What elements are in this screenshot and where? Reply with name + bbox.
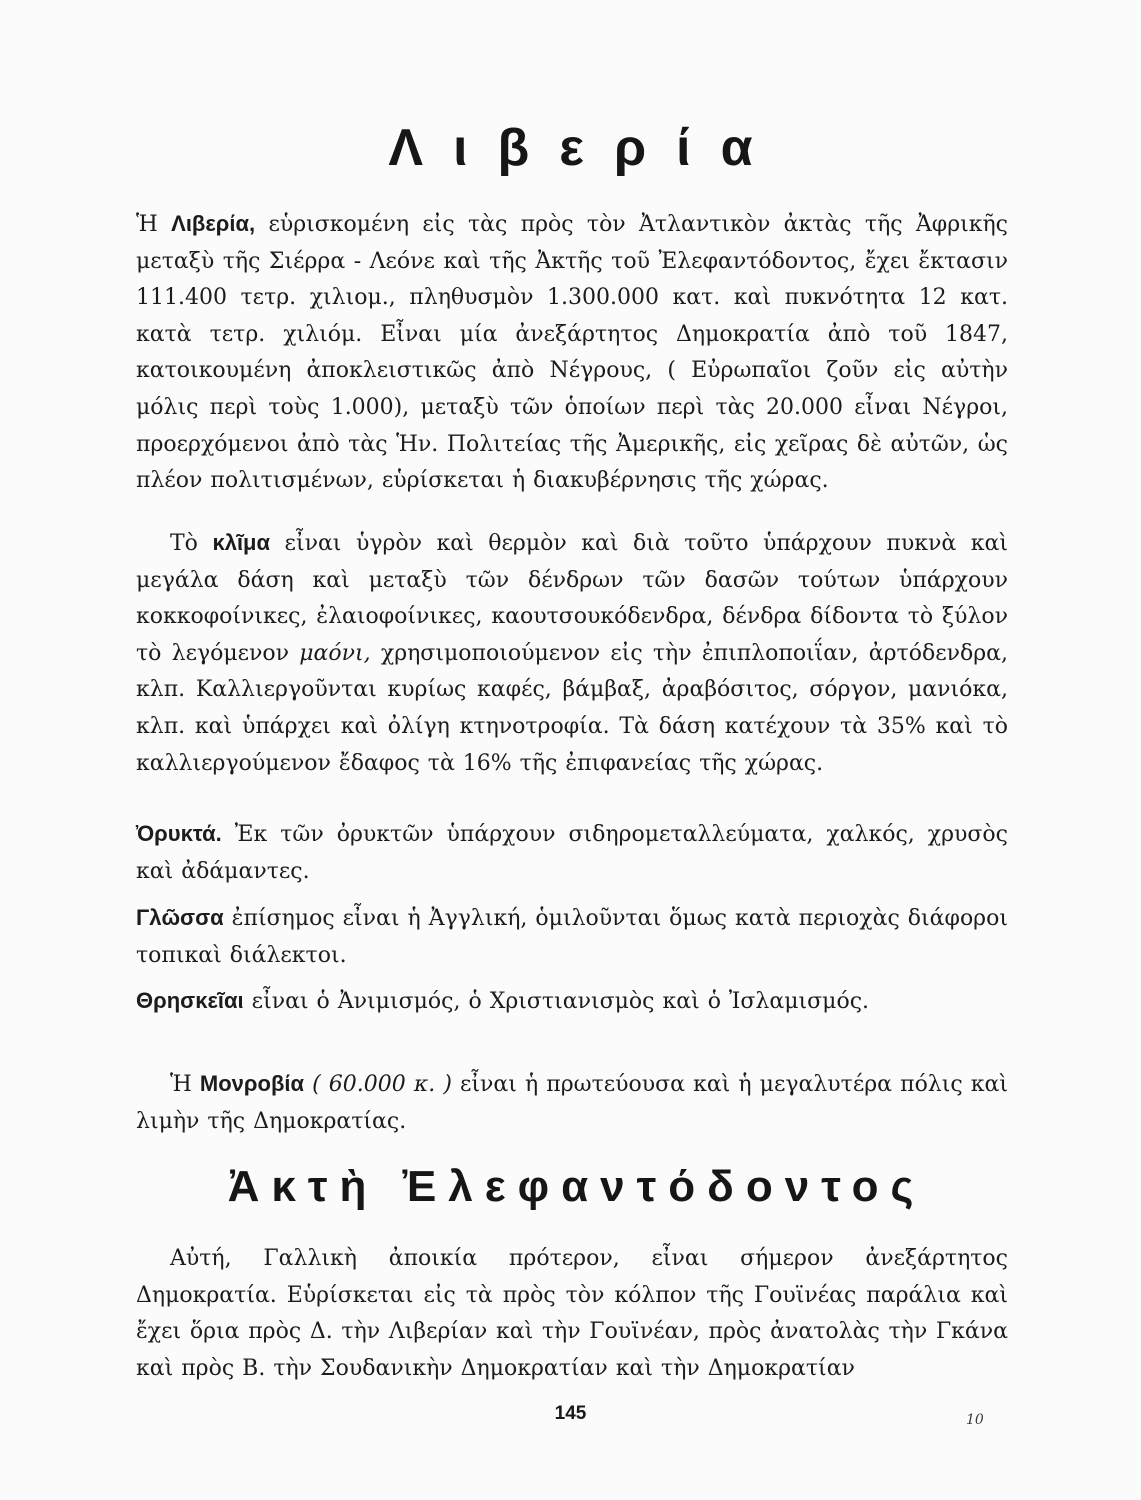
monrovia-population: ( 60.000 κ. ) xyxy=(304,1072,452,1097)
term-monrovia: Μονροβία xyxy=(199,1071,305,1096)
paragraph-lead: Ἡ xyxy=(136,212,172,237)
term-mahogany: μαόνι, xyxy=(299,640,371,666)
paragraph-language xyxy=(136,900,1008,974)
section-title-ivory-coast: Ἀκτὴ Ἐλεφαντόδοντος xyxy=(227,1162,926,1211)
paragraph-text: εἶναι ὑγρὸν καὶ θερμὸν καὶ διὰ τοῦτο ὑπάρχουν πυκνὰ καὶ μεγάλα δάση καὶ μεταξὺ τῶν δένδρων τῶν δασῶν τούτων ὑπάρχουν κοκκοφοίνικες, ἐλαιοφοίνικες, καουτσουκόδενδρα, δένδρα δίδοντα τὸ ξύλον τὸ λεγόμενον xyxy=(136,531,1008,666)
term-minerals: Ὀρυκτά. xyxy=(136,821,222,846)
paragraph-text: ἐπίσημος εἶναι ἡ Ἀγγλική, ὁμιλοῦνται ὅμως κατὰ περιοχὰς διάφοροι τοπικαὶ διάλεκτοι. xyxy=(136,906,1008,968)
term-liberia: Λιβερία, xyxy=(171,211,256,236)
paragraph-ivory-coast-intro xyxy=(136,1241,1008,1387)
paragraph-liberia-intro xyxy=(136,206,1008,500)
paragraph-text: Ἐκ τῶν ὀρυκτῶν ὑπάρχουν σιδηρομεταλλεύματα, χαλκός, χρυσὸς καὶ ἀδάμαντες. xyxy=(136,822,1008,884)
term-religions: Θρησκεῖαι xyxy=(136,988,244,1013)
page-number: 145 xyxy=(554,1403,587,1424)
term-climate: κλῖμα xyxy=(212,530,271,555)
paragraph-lead: Ἡ xyxy=(170,1072,200,1097)
signature-mark: 10 xyxy=(966,1412,984,1428)
paragraph-climate xyxy=(136,525,1008,782)
paragraph-lead: Τὸ xyxy=(170,531,213,556)
paragraph-text: Αὐτή, Γαλλικὴ ἀποικία πρότερον, εἶναι σήμερον ἀνεξάρτητος Δημοκρατία. Εὑρίσκεται εἰς τὰ πρὸς τὸν κόλπον τῆς Γουϊνέας παράλια καὶ ἔχει ὅρια πρὸς Δ. τὴν Λιβερίαν καὶ τὴν Γουϊνέαν, πρὸς ἀνατολὰς τὴν Γκάνα καὶ πρὸς Β. τὴν Σουδανικὴν Δημοκρατίαν καὶ τὴν Δημοκρατίαν xyxy=(136,1246,1008,1381)
paragraph-religions xyxy=(136,983,1008,1021)
paragraph-text: χρησιμοποιούμενον εἰς τὴν ἐπιπλοποιΐαν, ἀρτόδενδρα, κλπ. Καλλιεργοῦνται κυρίως καφές, βάμβαξ, ἀραβόσιτος, σόργον, μανιόκα, κλπ. καὶ ὑπάρχει καὶ ὀλίγη κτηνοτροφία. Τὰ δάση κατέχουν τὰ 35% καὶ τὸ καλλιεργούμενον ἔδαφος τὰ 16% τῆς ἐπιφανείας τῆς χώρας. xyxy=(136,640,1008,776)
paragraph-text: εἶναι ὁ Ἀνιμισμός, ὁ Χριστιανισμὸς καὶ ὁ Ἰσλαμισμός. xyxy=(243,989,870,1014)
paragraph-text: εὑρισκομένη εἰς τὰς πρὸς τὸν Ἀτλαντικὸν ἀκτὰς τῆς Ἀφρικῆς μεταξὺ τῆς Σιέρρα - Λεόνε καὶ τῆς Ἀκτῆς τοῦ Ἐλεφαντόδοντος, ἔχει ἔκτασιν 111.400 τετρ. χιλιομ., πληθυσμὸν 1.300.000 κατ. καὶ πυκνότητα 12 κατ. κατὰ τετρ. χιλιόμ. Εἶναι μία ἀνεξάρτητος Δημοκρατία ἀπὸ τοῦ 1847, κατοικουμένη ἀποκλειστικῶς ἀπὸ Νέγρους, ( Εὐρωπαῖοι ζοῦν εἰς αὐτὴν μόλις περὶ τοὺς 1.000), μεταξὺ τῶν ὁποίων περὶ τὰς 20.000 εἶναι Νέγροι, προερχόμενοι ἀπὸ τὰς Ἡν. Πολιτείας τῆς Ἀμερικῆς, εἰς χεῖρας δὲ αὐτῶν, ὡς πλέον πολιτισμένων, εὑρίσκεται ἡ διακυβέρνησις τῆς χώρας. xyxy=(136,212,1009,494)
term-language: Γλῶσσα xyxy=(136,905,224,930)
paragraph-text: εἶναι ἡ πρωτεύουσα καὶ ἡ μεγαλυτέρα πόλις καὶ λιμὴν τῆς Δημοκρατίας. xyxy=(136,1072,1009,1134)
section-title-liberia: Λιβερία xyxy=(388,119,783,177)
paragraph-minerals xyxy=(136,816,1008,890)
paragraph-monrovia xyxy=(136,1066,1008,1140)
